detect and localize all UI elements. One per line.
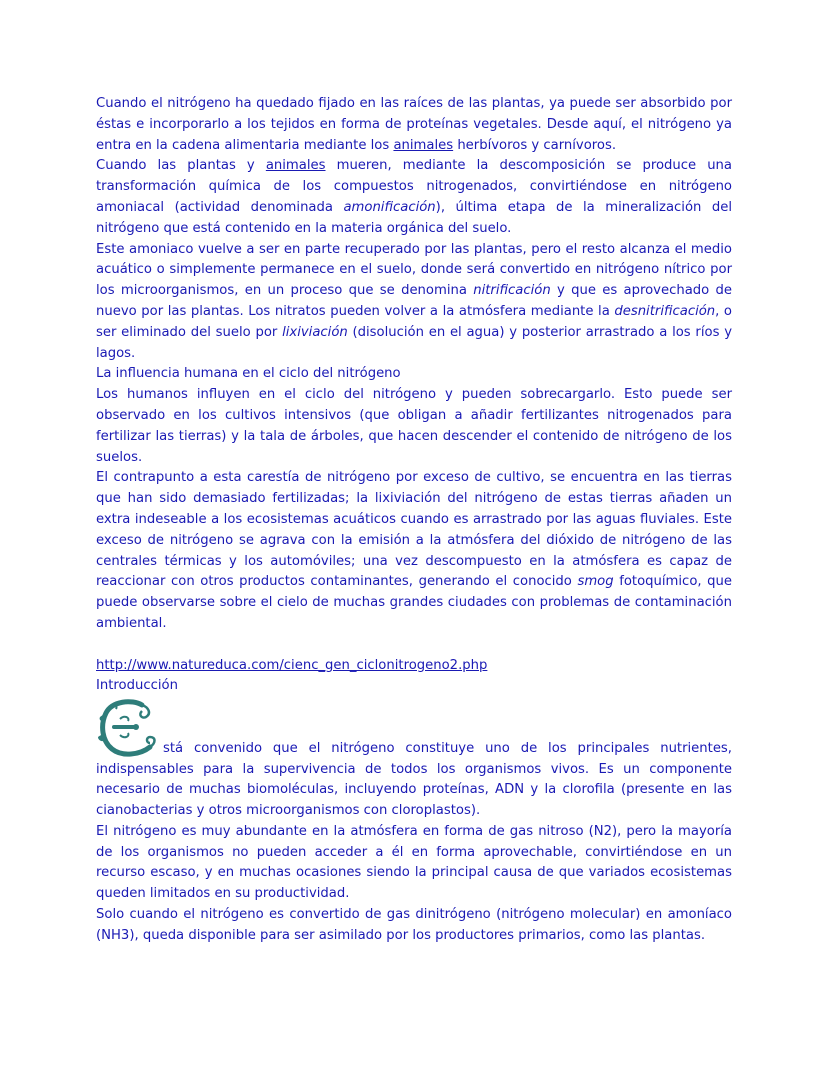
text-segment: Cuando el nitrógeno ha quedado fijado en las raíces de las plantas, ya puede ser absorbido por éstas e incorporarlo a los tejidos en forma de proteínas vegetales. Desde aquí, el nitrógeno ya entra en la cadena alimentaria mediante los <box>96 96 732 153</box>
decorative-dropcap-e-icon <box>96 697 160 759</box>
document-body <box>96 94 732 947</box>
paragraph-intro: stá convenido que el nitrógeno constituye uno de los principales nutrientes, indispensables para la supervivencia de todos los organismos vivos. Es un componente necesario de muchas biomoléculas, incluyendo proteínas, ADN y la clorofila (presente en las cianobacterias y otros microorganismos con cloroplastos). <box>96 740 732 819</box>
paragraph-ammonia: Solo cuando el nitrógeno es convertido de gas dinitrógeno (nitrógeno molecular) en amoníaco (NH3), queda disponible para ser asimilado por los productores primarios, como las plantas. <box>96 907 732 943</box>
text-segment: mueren, mediante la descomposición se produce una transformación química de los compuestos nitrogenados, convirtiéndose en nitrógeno amoniacal (actividad denominada <box>96 158 732 215</box>
italic-term: amonificación <box>343 199 436 215</box>
paragraph-decomposition <box>96 156 732 239</box>
paragraph-fixation <box>96 94 732 156</box>
section-heading-human-influence: La influencia humana en el ciclo del nitrógeno <box>96 366 401 382</box>
paragraph-human-influence: Los humanos influyen en el ciclo del nitrógeno y pueden sobrecargarlo. Esto puede ser observado en los cultivos intensivos (que obligan a añadir fertilizantes nitrogenados para fertilizar las tierras) y la tala de árboles, que hacen descender el contenido de nitrógeno de los suelos. <box>96 387 732 465</box>
text-segment: herbívoros y carnívoros. <box>453 137 617 153</box>
source-link[interactable]: http://www.natureduca.com/cienc_gen_ciclonitrogeno2.php <box>96 657 488 673</box>
italic-term: nitrificación <box>473 283 551 299</box>
text-segment: , o ser eliminado del suelo por <box>96 303 732 340</box>
underlined-word: animales <box>393 137 454 153</box>
text-segment: Este amoniaco vuelve a ser en parte recuperado por las plantas, pero el resto alcanza el medio acuático o simplemente permanece en el suelo, donde será convertido en nitrógeno nítrico por los microorganismos, en un proceso que se denomina <box>96 241 732 299</box>
paragraph-counterpoint <box>96 468 732 634</box>
blank-line <box>96 635 732 656</box>
text-segment: ), última etapa de la mineralización del nitrógeno que está contenido en la materia orgánica del suelo. <box>96 199 733 236</box>
text-segment: El contrapunto a esta carestía de nitrógeno por exceso de cultivo, se encuentra en las tierras que han sido demasiado fertilizadas; la lixiviación del nitrógeno de estas tierras añaden un extra indeseable a los ecosistemas acuáticos cuando es arrastrado por las aguas fluviales. Este exceso de nitrógeno se agrava con la emisión a la atmósfera del dióxido de nitrógeno de las centrales térmicas y los automóviles; una vez descompuesto en la atmósfera es capaz de reaccionar con otros productos contaminantes, generando el conocido <box>96 470 732 590</box>
paragraph-abundance: El nitrógeno es muy abundante en la atmósfera en forma de gas nitroso (N2), pero la mayoría de los organismos no pueden acceder a él en forma aprovechable, convirtiéndose en un recurso escaso, y en muchas ocasiones siendo la principal causa de que variados ecosistemas queden limitados en su productividad. <box>96 823 732 902</box>
paragraph-nitrification <box>96 240 732 365</box>
dropcap-spacer <box>96 697 732 739</box>
underlined-word: animales <box>265 158 326 174</box>
text-segment: fotoquímico, que puede observarse sobre el cielo de muchas grandes ciudades con problemas de contaminación ambiental. <box>96 574 732 631</box>
intro-block <box>96 697 732 822</box>
text-segment: Cuando las plantas y <box>96 158 266 174</box>
text-segment: y que es aprovechado de nuevo por las plantas. Los nitratos pueden volver a la atmósfera mediante la <box>96 283 732 319</box>
italic-term: smog <box>577 574 614 590</box>
text-segment: (disolución en el agua) y posterior arrastrado a los ríos y lagos. <box>96 324 732 361</box>
italic-term: desnitrificación <box>614 303 716 319</box>
section-heading-intro: Introducción <box>96 678 178 694</box>
italic-term: lixiviación <box>282 324 348 340</box>
source-link-line <box>96 656 732 677</box>
